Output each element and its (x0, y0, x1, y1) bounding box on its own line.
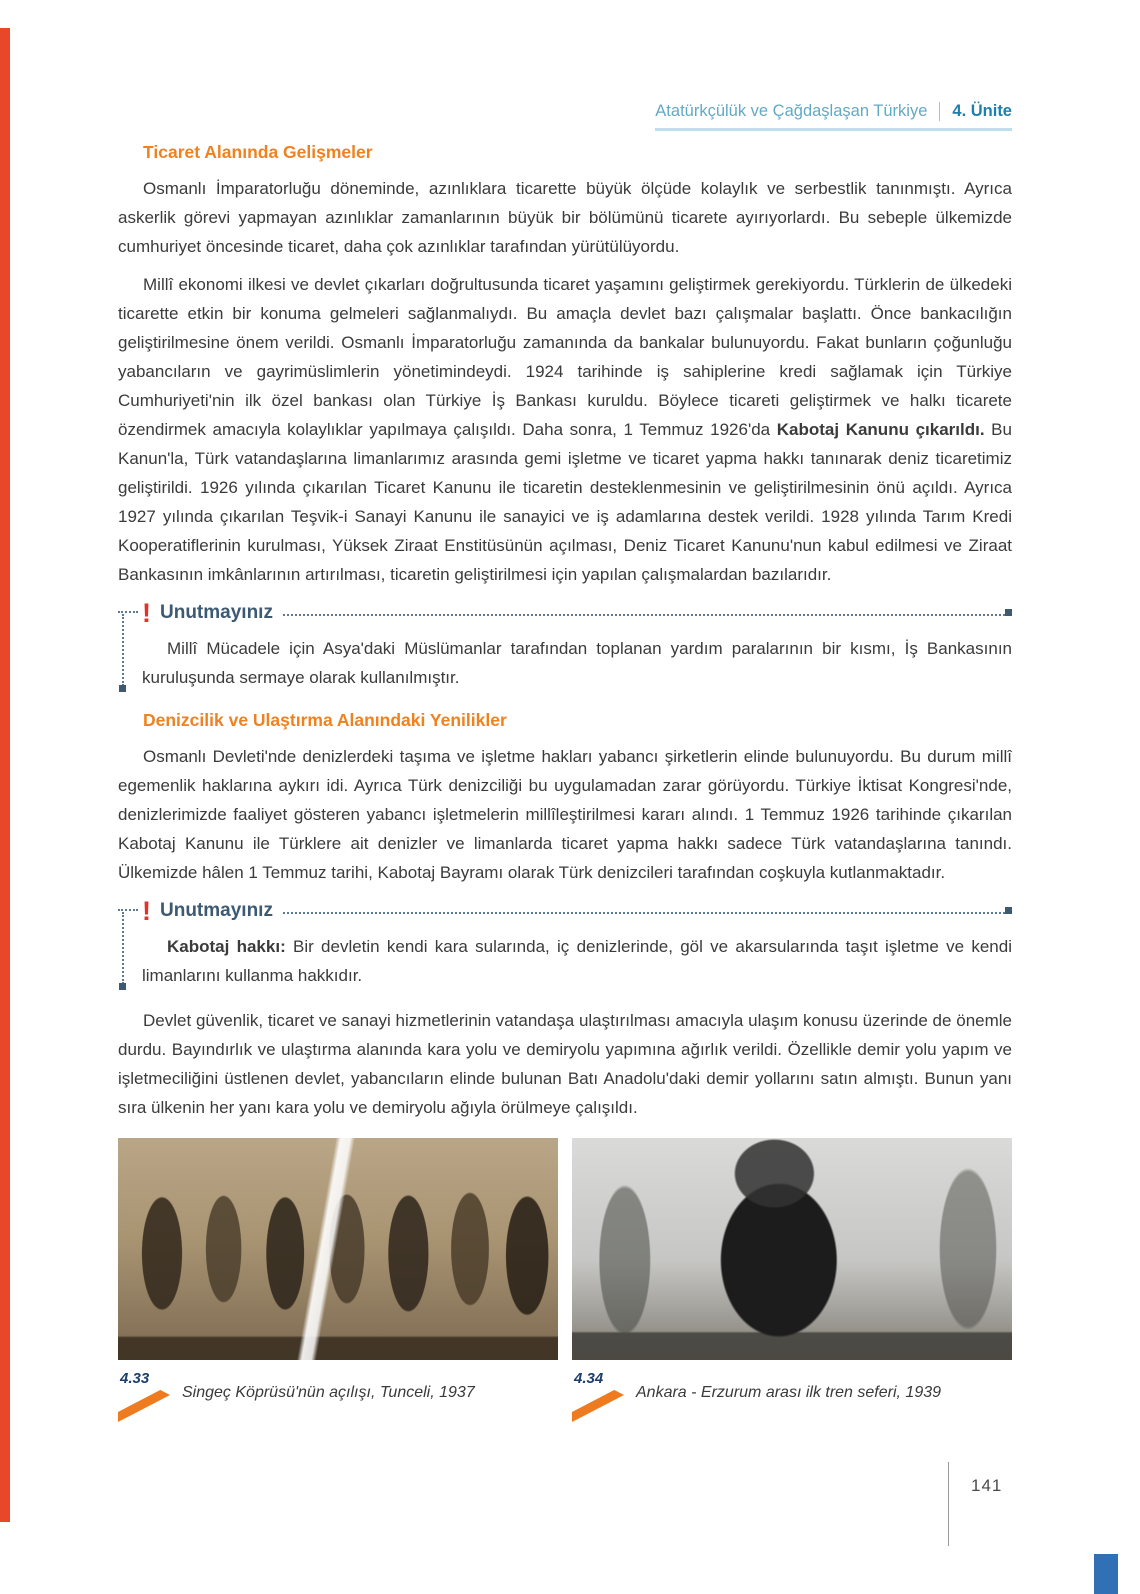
paragraph-maritime: Osmanlı Devleti'nde denizlerdeki taşıma ve işletme hakları yabancı şirketlerin elinde bulunuyordu. Bu durum millî egemenlik haklarına aykırı idi. Ayrıca Türk denizciliği bu uygulamadan zarar görüyordu. Türkiye İktisat Kongresi'nde, denizlerimizde faaliyet gösteren yabancı işletmelerin millîleştirilmesi kararı alındı. 1 Temmuz 1926 tarihinde çıkarılan Kabotaj Kanunu ile Türklere ait denizler ve limanlarda ticaret yapma hakkı sadece Türk vatandaşlarına tanındı. Ülkemizde hâlen 1 Temmuz tarihi, Kabotaj Bayramı olarak Türk denizcileri tarafından coşkuyla kutlanmaktadır. (118, 747, 1012, 882)
reminder-box-1 (118, 598, 1012, 696)
reminder-header (142, 598, 1012, 628)
reminder-header (142, 896, 1012, 926)
header-divider (939, 102, 940, 121)
dotted-rail-start (118, 611, 138, 613)
photo-singec-bridge (118, 1138, 558, 1360)
bottom-right-accent-bar (1094, 1554, 1118, 1594)
main-content (118, 142, 1012, 1422)
leader-endcap (1005, 609, 1012, 616)
paragraph-transport: Devlet güvenlik, ticaret ve sanayi hizmetlerinin vatandaşa ulaştırılması amacıyla ulaşım konusu üzerinde de önemle durdu. Bayındırlık ve ulaştırma alanında kara yolu ve demiryolu yapımına ağırlık verildi. Özellikle demir yolu yapım ve işletmeciliğini üstlenen devlet, yabancıların elinde bulunan Batı Anadolu'daki demir yollarını satın almıştı. Bunun yanı sıra ülkenin her yanı kara yolu ve demiryolu ağıyla örülmeye çalışıldı. (118, 1011, 1012, 1117)
rail-endcap (119, 983, 126, 990)
figure-number: 4.33 (120, 1370, 150, 1387)
figure-first-train (572, 1138, 1012, 1422)
figure-number: 4.34 (574, 1370, 604, 1387)
figure-caption-text: Ankara - Erzurum arası ilk tren seferi, 1939 (636, 1384, 942, 1401)
figure-bridge-opening (118, 1138, 558, 1422)
leader-endcap (1005, 907, 1012, 914)
page-header (655, 102, 1012, 131)
photo-ankara-erzurum-train (572, 1138, 1012, 1360)
dotted-rail-start (118, 909, 138, 911)
dotted-leader-line (283, 912, 1005, 914)
reminder-box-2 (118, 896, 1012, 994)
section-heading-trade: Ticaret Alanında Gelişmeler (143, 142, 373, 162)
paragraph-text: Bu Kanun'la, Türk vatandaşlarına limanlarımız arasında gemi işletme ve ticaret yapma hakkı tanınarak deniz ticaretimiz geliştirildi. 1926 yılında çıkarılan Ticaret Kanunu ile ticaretin desteklenmesinin ve geliştirilmesinin önü açıldı. Ayrıca 1927 yılında çıkarılan Teşvik-i Sanayi Kanunu ile sanayici ve iş adamlarına destek verildi. 1928 yılında Tarım Kredi Kooperatiflerinin kurulması, Yüksek Ziraat Enstitüsünün açılması, Deniz Ticaret Kanunu'nun kabul edilmesi ve Ziraat Bankasının imkânlarının artırılması, ticaretin geliştirilmesi için yapılan çalışmalardan bazılarıdır. (118, 420, 1012, 584)
paragraph-trade-1: Osmanlı İmparatorluğu döneminde, azınlıklara ticarette büyük ölçüde kolaylık ve serbestlik tanınmıştı. Ayrıca askerlik görevi yapmayan azınlıklar zamanlarının büyük bir bölümünü ticarete ayırıyorlardı. Bu sebeple ülkemizde cumhuriyet öncesinde ticaret, daha çok azınlıklar tarafından yürütülüyordu. (118, 179, 1012, 256)
figure-caption-text: Singeç Köprüsü'nün açılışı, Tunceli, 1937 (182, 1384, 475, 1401)
figure-number-badge (572, 1364, 628, 1422)
bold-kabotaj-law: Kabotaj Kanunu çıkarıldı. (776, 420, 985, 439)
figure-caption (572, 1364, 1012, 1422)
chapter-title: Atatürkçülük ve Çağdaşlaşan Türkiye (655, 102, 928, 120)
paragraph-trade-2 (118, 270, 1012, 589)
unit-label: 4. Ünite (952, 102, 1012, 120)
figure-row (118, 1138, 1012, 1422)
exclamation-icon: ! (142, 896, 151, 926)
reminder-title: Unutmayınız (160, 602, 273, 623)
exclamation-icon: ! (142, 598, 151, 628)
paragraph-text: Millî ekonomi ilkesi ve devlet çıkarları doğrultusunda ticaret yaşamını geliştirmek gerekiyordu. Türklerin de ülkedeki ticarette etkin bir konuma gelmeleri sağlanmalıydı. Bu amaçla devlet bazı çalışmalar başlattı. Önce bankacılığın geliştirilmesine önem verildi. Osmanlı İmparatorluğu zamanında da bankalar bulunuyordu. Fakat bunların çoğunluğu yabancıların ve gayrimüslimlerin yönetimindeydi. 1924 tarihinde iş sahiplerine kredi sağlamak için Türkiye Cumhuriyeti'nin ilk özel bankası olan Türkiye İş Bankası kuruldu. Böylece ticareti geliştirmek ve halkı ticarete özendirmek amacıyla kolaylıklar yapılmaya çalışıldı. Daha sonra, 1 Temmuz 1926'da (118, 275, 1012, 439)
figure-caption (118, 1364, 558, 1422)
reminder-text: Millî Mücadele için Asya'daki Müslümanlar tarafından toplanan yardım paralarının bir kısmı, İş Bankasının kuruluşunda sermaye olarak kullanılmıştır. (142, 639, 1012, 687)
reminder-text-rest: Bir devletin kendi kara sularında, iç denizlerinde, göl ve akarsularında taşıt işletme ve kendi limanlarını kullanma hakkıdır. (142, 937, 1012, 985)
left-accent-bar (0, 28, 10, 1522)
reminder-title: Unutmayınız (160, 900, 273, 921)
dotted-leader-line (283, 614, 1005, 616)
figure-number-badge (118, 1364, 174, 1422)
reminder-text (142, 932, 1012, 990)
page-number: 141 (971, 1476, 1003, 1495)
page-number-block (948, 1462, 1002, 1546)
bold-kabotaj-right: Kabotaj hakkı: (167, 937, 286, 956)
rail-endcap (119, 685, 126, 692)
section-heading-maritime: Denizcilik ve Ulaştırma Alanındaki Yenilikler (143, 710, 507, 730)
